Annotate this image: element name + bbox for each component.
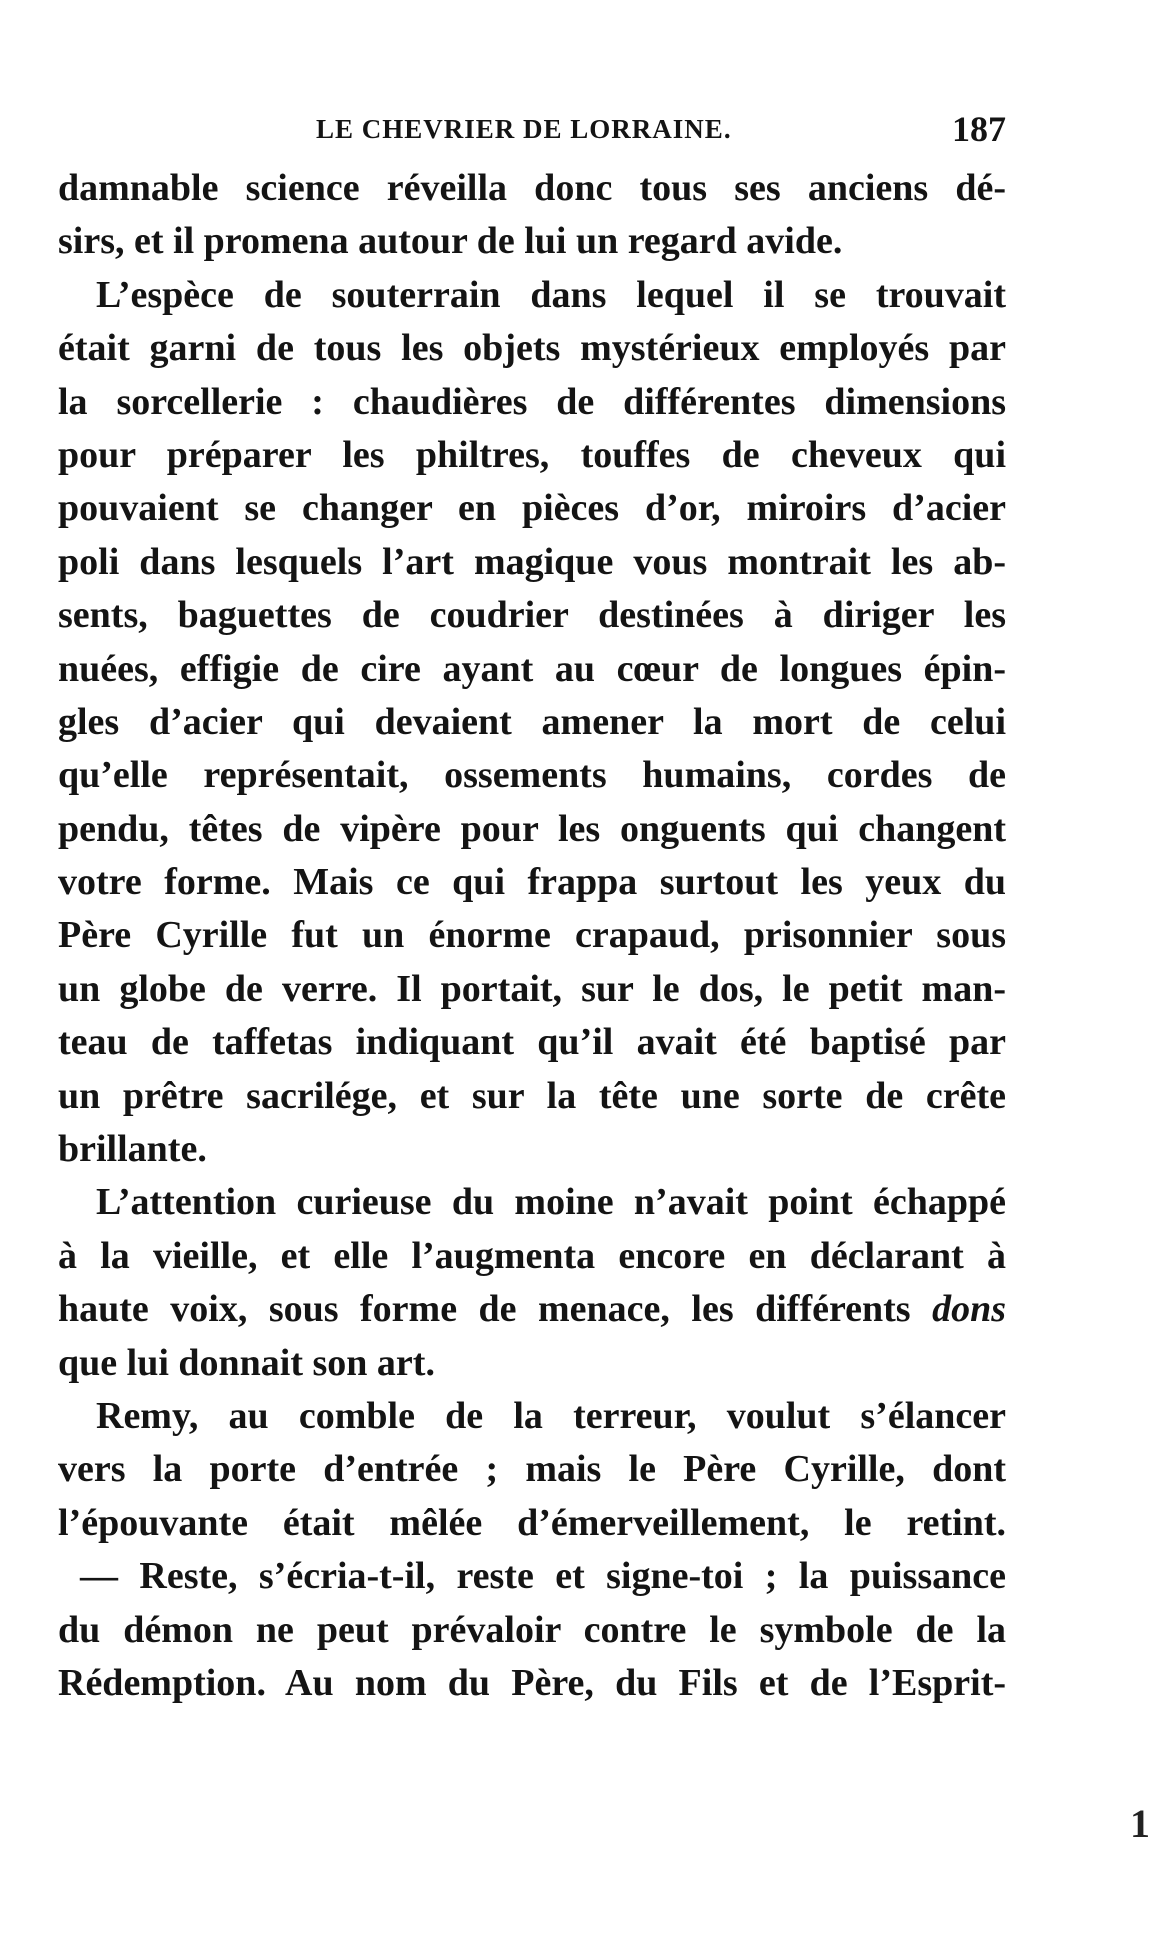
running-title: LE CHEVRIER DE LORRAINE. <box>316 114 732 144</box>
text-line: — Reste, s’écria-t-il, reste et signe-toi ; la puissance <box>80 1555 1006 1598</box>
text-line: gles d’acier qui devaient amener la mort de celui <box>58 700 1006 743</box>
text-line <box>58 1283 1006 1336</box>
margin-mark: 1 <box>1130 1801 1150 1846</box>
text-line: L’attention curieuse du moine n’avait point échappé <box>96 1181 1006 1224</box>
text-line: qu’elle représentait, ossements humains, cordes de <box>58 754 1006 797</box>
text-line: votre forme. Mais ce qui frappa surtout les yeux du <box>58 861 1006 904</box>
text-line: pour préparer les philtres, touffes de cheveux qui <box>58 433 1006 476</box>
text-line: damnable science réveilla donc tous ses anciens dé- <box>58 167 1006 209</box>
text-line: poli dans lesquels l’art magique vous montrait les ab- <box>58 540 1006 583</box>
text-line: Remy, au comble de la terreur, voulut s’élancer <box>96 1394 1006 1437</box>
text-line: était garni de tous les objets mystérieux employés par <box>58 327 1006 370</box>
text-line-start: haute voix, sous forme de menace, les différents <box>58 1288 911 1331</box>
page-number: 187 <box>952 109 1006 149</box>
text-line: à la vieille, et elle l’augmenta encore en déclarant à <box>58 1234 1006 1277</box>
text-line: sirs, et il promena autour de lui un regard avide. <box>58 220 843 263</box>
text-line: teau de taffetas indiquant qu’il avait été baptisé par <box>58 1021 1006 1064</box>
italic-word: dons <box>932 1288 1007 1331</box>
text-line: un globe de verre. Il portait, sur le dos, le petit man- <box>58 967 1006 1010</box>
body-text <box>58 162 1006 1710</box>
text-line: la sorcellerie : chaudières de différentes dimensions <box>58 380 1006 423</box>
text-line: nuées, effigie de cire ayant au cœur de longues épin- <box>58 647 1006 690</box>
text-line: pouvaient se changer en pièces d’or, miroirs d’acier <box>58 487 1006 530</box>
text-line: du démon ne peut prévaloir contre le symbole de la <box>58 1608 1006 1651</box>
text-line: L’espèce de souterrain dans lequel il se trouvait <box>96 273 1006 316</box>
text-line: pendu, têtes de vipère pour les onguents qui changent <box>58 807 1006 850</box>
text-line: vers la porte d’entrée ; mais le Père Cyrille, dont <box>58 1448 1006 1491</box>
text-line: sents, baguettes de coudrier destinées à diriger les <box>58 594 1006 637</box>
text-line: Rédemption. Au nom du Père, du Fils et de l’Esprit- <box>58 1661 1006 1704</box>
text-line: brillante. <box>58 1128 207 1171</box>
text-line: que lui donnait son art. <box>58 1341 435 1384</box>
text-line: un prêtre sacrilége, et sur la tête une sorte de crête <box>58 1074 1006 1117</box>
text-line: l’épouvante était mêlée d’émerveillement, le retint. <box>58 1501 1006 1544</box>
text-line: Père Cyrille fut un énorme crapaud, prisonnier sous <box>58 914 1006 957</box>
running-head <box>58 108 1006 158</box>
